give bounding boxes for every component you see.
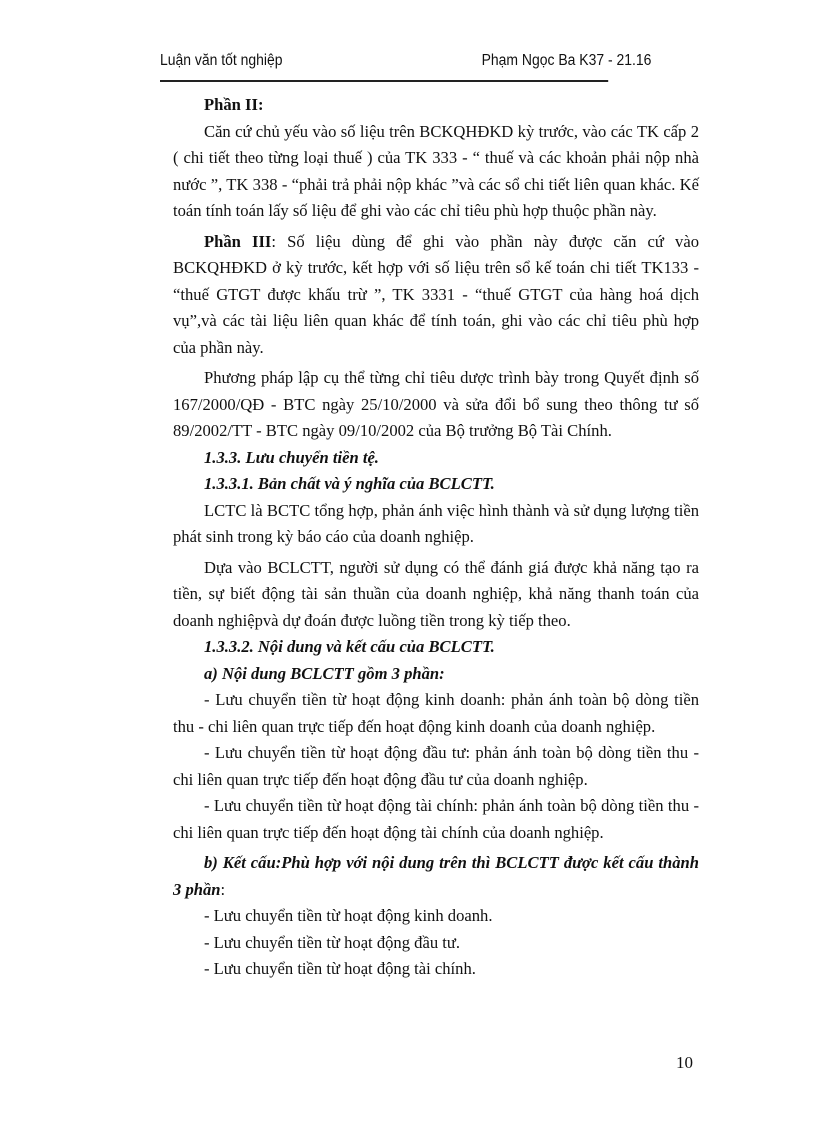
page-header xyxy=(160,46,652,82)
method-paragraph: Phương pháp lập cụ thể từng chỉ tiêu dược trình bày trong Quyết định số 167/2000/QĐ - BTC ngày 25/10/2000 và sửa đổi bổ sung theo thông tư số 89/2002/TT - BTC ngày 09/10/2002 của Bộ trưởng Bộ Tài Chính. xyxy=(173,368,699,440)
content-heading: a) Nội dung BCLCTT gồm 3 phần: xyxy=(204,663,445,683)
section-heading-1-3-3: 1.3.3. Lưu chuyển tiền tệ. xyxy=(204,447,379,467)
content-item: - Lưu chuyển tiền từ hoạt động tài chính: phản ánh toàn bộ dòng tiền thu - chi liên quan trực tiếp đến hoạt động tài chính của doanh nghiệp. xyxy=(173,796,699,842)
usage-paragraph: Dựa vào BCLCTT, người sử dụng có thể đánh giá được khả năng tạo ra tiền, sự biết động tài sản thuần của doanh nghiệp, khả năng thanh toán của doanh nghiệpvà dự đoán được luồng tiền trong kỳ tiếp theo. xyxy=(173,557,699,630)
part3-heading: Phần III xyxy=(204,231,272,251)
part2-paragraph: Căn cứ chủ yếu vào số liệu trên BCKQHĐKD kỳ trước, vào các TK cấp 2 ( chi tiết theo từng loại thuế ) của TK 333 - “ thuế và các khoản phải nộp nhà nước ”, TK 338 - “phải trả phải nộp khác ”và các sổ chi tiết liên quan khác. Kế toán tính toán lấy số liệu để ghi vào các chỉ tiêu phù hợp thuộc phần này. xyxy=(173,121,699,220)
header-author: Phạm Ngọc Ba K37 - 21.16 xyxy=(481,52,652,69)
part2-heading: Phần II: xyxy=(204,95,264,114)
section-heading-1-3-3-1: 1.3.3.1. Bản chất và ý nghĩa của BCLCTT. xyxy=(204,474,495,493)
header-thesis-title: Luận văn tốt nghiệp xyxy=(160,52,283,69)
content-item: - Lưu chuyển tiền từ hoạt động kinh doanh: phản ánh toàn bộ dòng tiền thu - chi liên quan trực tiếp đến hoạt động kinh doanh của doanh nghiệp. xyxy=(173,690,699,736)
structure-heading: b) Kết cấu:Phù hợp với nội dung trên thì BCLCTT được kết cấu thành 3 phần xyxy=(173,853,699,899)
structure-item: - Lưu chuyển tiền từ hoạt động tài chính. xyxy=(204,959,476,978)
document-body xyxy=(173,92,699,983)
lctc-paragraph: LCTC là BCTC tổng hợp, phản ánh việc hình thành và sử dụng lượng tiền phát sinh trong kỳ báo cáo của doanh nghiệp. xyxy=(173,500,699,546)
part3-text: : Số liệu dùng để ghi vào phần này được căn cứ vào BCKQHĐKD ở kỳ trước, kết hợp với số liệu trên sổ kế toán chi tiết TK133 - “thuế GTGT được khấu trừ ”, TK 3331 - “thuế GTGT của hàng hoá dịch vụ”,và các tài liệu liên quan khác để tính toán, ghi vào các chỉ tiêu phù hợp của phần này. xyxy=(173,231,699,357)
structure-colon: : xyxy=(220,879,226,899)
page-number: 10 xyxy=(676,1053,693,1072)
structure-heading-paragraph xyxy=(173,850,699,903)
content-item: - Lưu chuyển tiền từ hoạt động đầu tư: phản ánh toàn bộ dòng tiền thu - chi liên quan trực tiếp đến hoạt động đầu tư của doanh nghiệp. xyxy=(173,743,699,789)
section-heading-1-3-3-2: 1.3.3.2. Nội dung và kết cấu của BCLCTT. xyxy=(204,637,495,656)
structure-item: - Lưu chuyển tiền từ hoạt động đầu tư. xyxy=(204,932,461,952)
structure-item: - Lưu chuyển tiền từ hoạt động kinh doanh. xyxy=(204,906,493,925)
part3-paragraph xyxy=(173,229,699,362)
